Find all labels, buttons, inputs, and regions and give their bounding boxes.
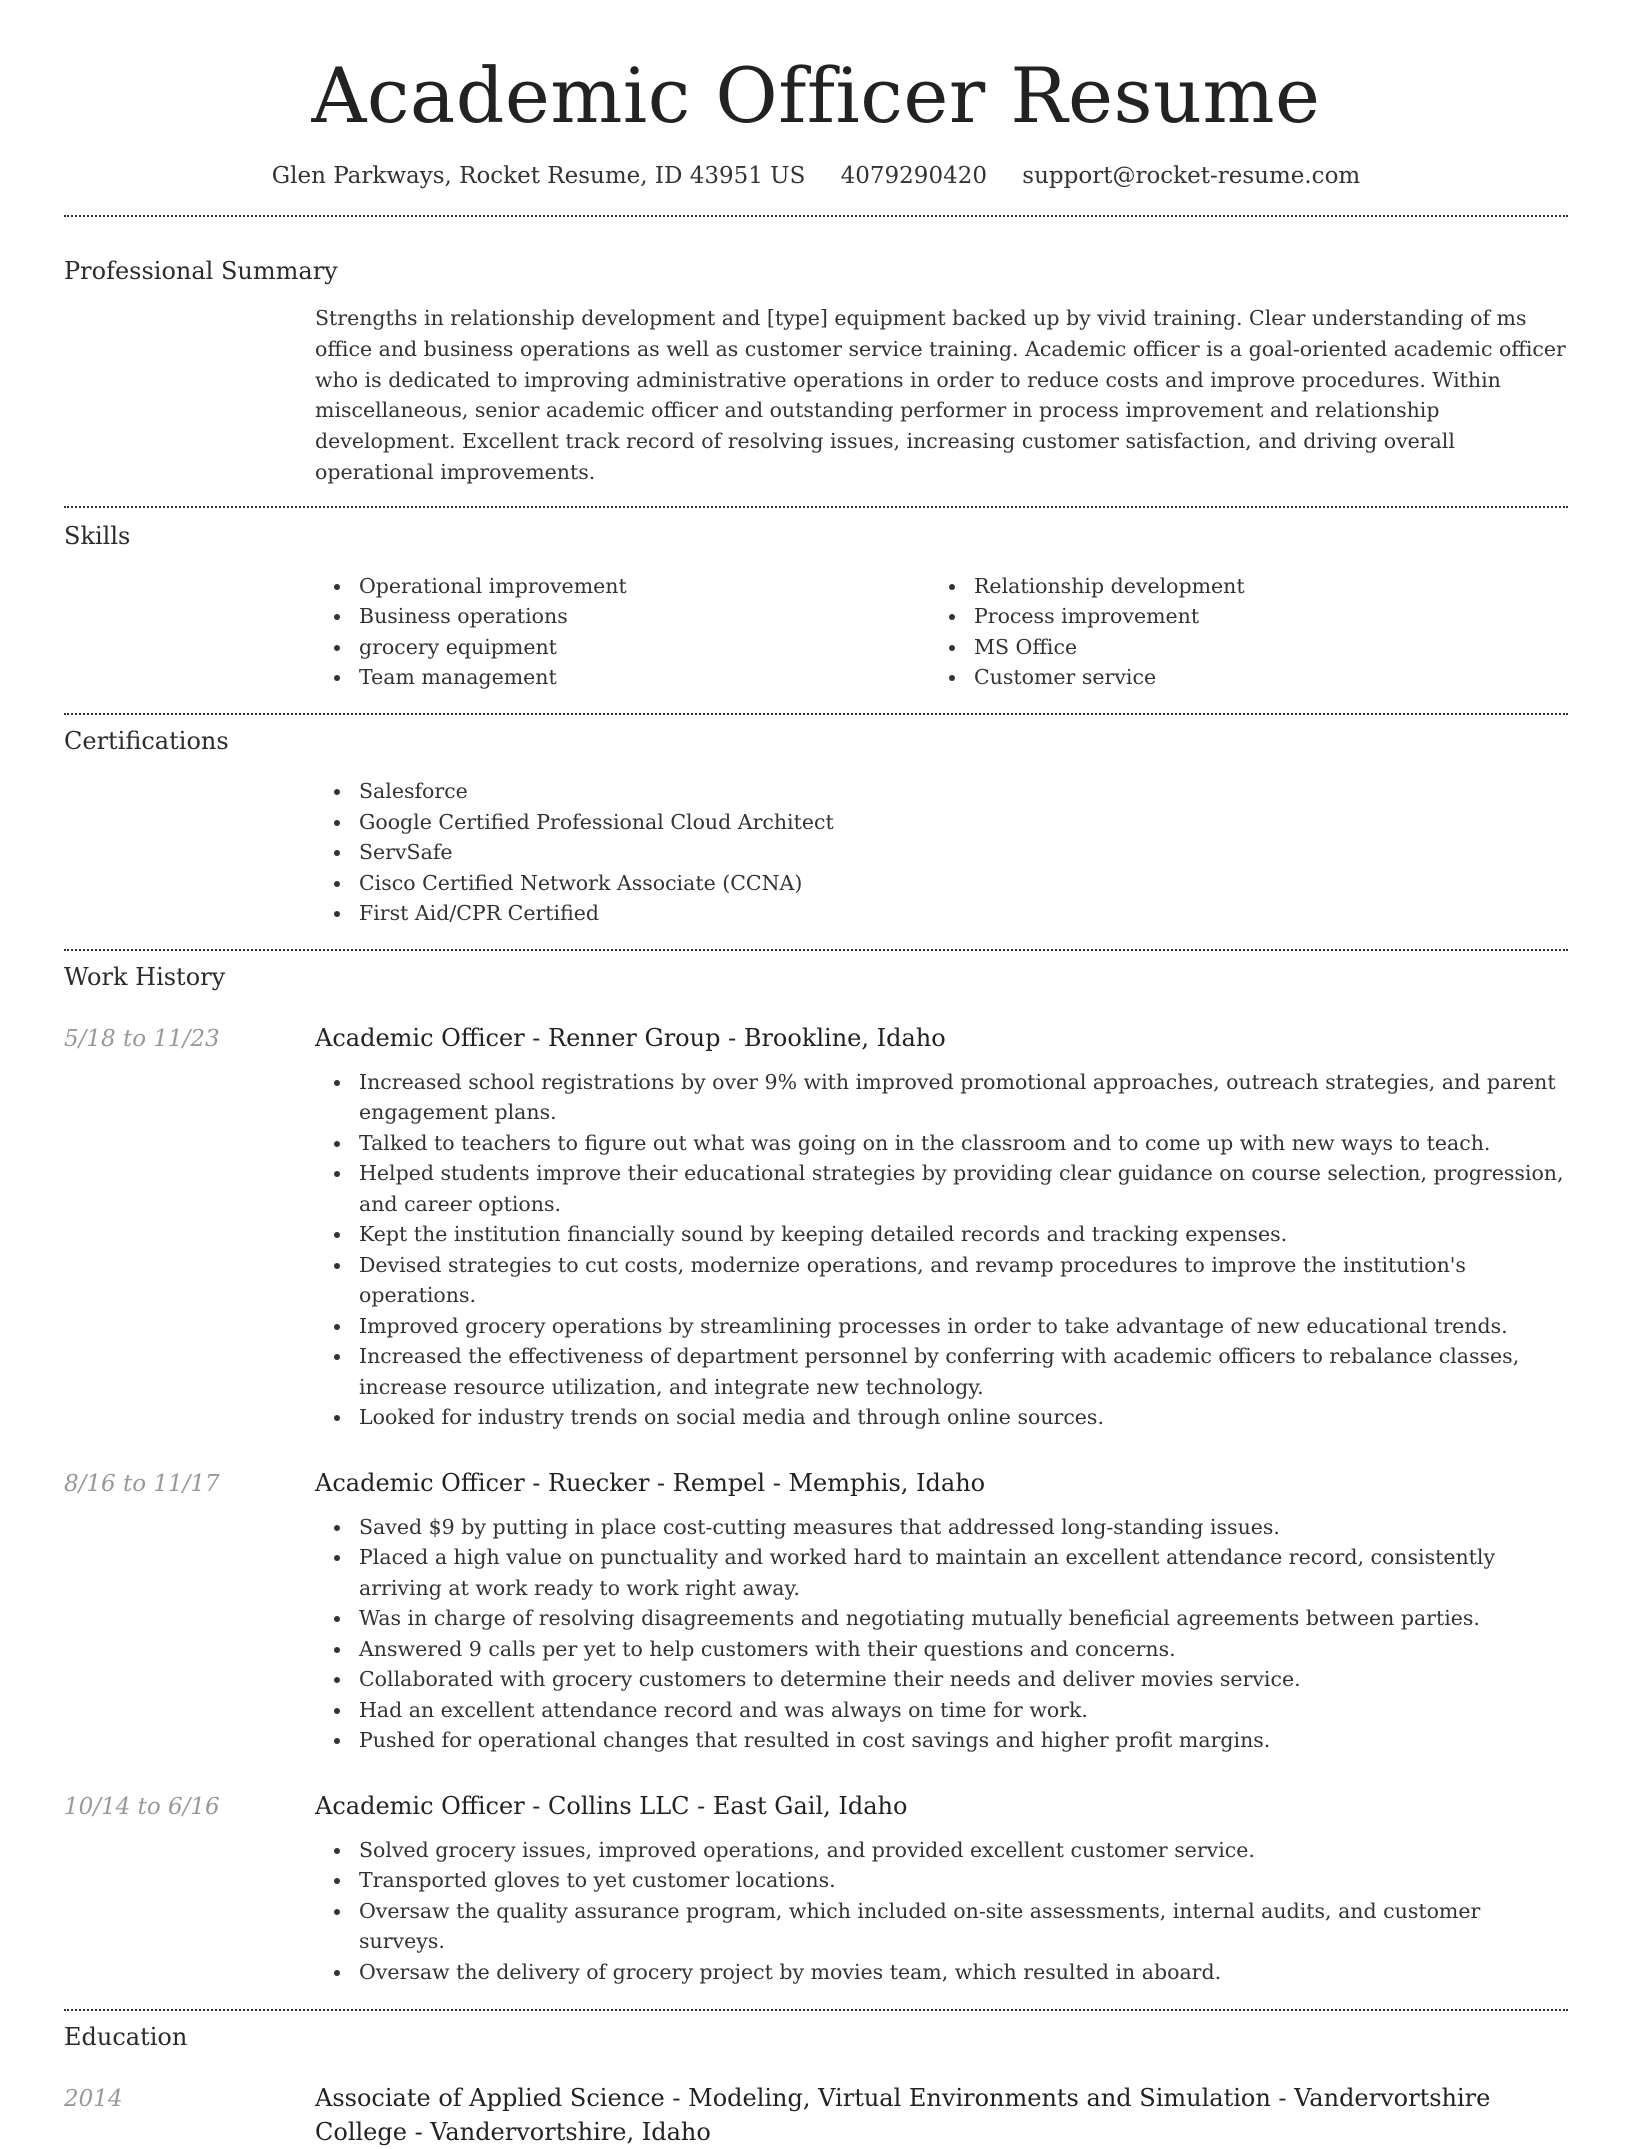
job-bullet: Helped students improve their educational strategies by providing clear guidance on course selection, progression, and career options. [315, 1158, 1568, 1219]
work-history-section [64, 951, 1568, 1987]
skill-item: Relationship development [930, 571, 1545, 602]
skill-item: Customer service [930, 662, 1545, 693]
skill-item: Team management [315, 662, 930, 693]
education-section [64, 2011, 1568, 2149]
job-bullets [315, 1512, 1568, 1756]
skill-item: Operational improvement [315, 571, 930, 602]
job-bullet: Improved grocery operations by streamlining processes in order to take advantage of new educational trends. [315, 1311, 1568, 1342]
job-bullets [315, 1067, 1568, 1433]
skills-column-left [315, 571, 930, 693]
education-entry [64, 2081, 1568, 2149]
job-bullet: Oversaw the quality assurance program, which included on-site assessments, internal audits, and customer surveys. [315, 1896, 1568, 1957]
job-title: Academic Officer - Collins LLC - East Gail, Idaho [315, 1791, 908, 1820]
job-entry [64, 1789, 1568, 1988]
summary-section [64, 217, 1568, 488]
education-title: Associate of Applied Science - Modeling, Virtual Environments and Simulation - Vandervortshire College - Vandervortshire, Idaho [315, 2083, 1491, 2146]
certification-item: Google Certified Professional Cloud Architect [315, 807, 1568, 838]
job-bullet: Solved grocery issues, improved operations, and provided excellent customer service. [315, 1835, 1568, 1866]
job-dates: 5/18 to 11/23 [64, 1025, 220, 1052]
certifications-list [315, 776, 1568, 929]
job-bullet: Talked to teachers to figure out what was going on in the classroom and to come up with new ways to teach. [315, 1128, 1568, 1159]
job-bullet: Saved $9 by putting in place cost-cutting measures that addressed long-standing issues. [315, 1512, 1568, 1543]
job-bullets [315, 1835, 1568, 1988]
skills-list [315, 571, 1568, 693]
job-bullet: Looked for industry trends on social media and through online sources. [315, 1402, 1568, 1433]
job-title: Academic Officer - Ruecker - Rempel - Memphis, Idaho [315, 1468, 986, 1497]
jobs-list [64, 1021, 1568, 1988]
job-dates: 10/14 to 6/16 [64, 1793, 220, 1820]
certification-item: ServSafe [315, 837, 1568, 868]
work-history-heading: Work History [64, 962, 226, 991]
job-bullet: Devised strategies to cut costs, modernize operations, and revamp procedures to improve the institution's operations. [315, 1250, 1568, 1311]
certifications-section [64, 715, 1568, 929]
resume-page [64, 0, 1568, 2149]
job-bullet: Transported gloves to yet customer locations. [315, 1865, 1568, 1896]
job-dates: 8/16 to 11/17 [64, 1470, 220, 1497]
job-entry [64, 1466, 1568, 1756]
education-list [64, 2081, 1568, 2149]
skill-item: Business operations [315, 601, 930, 632]
job-header [64, 1021, 1568, 1055]
job-bullet: Was in charge of resolving disagreements and negotiating mutually beneficial agreements between parties. [315, 1603, 1568, 1634]
certification-item: Cisco Certified Network Associate (CCNA) [315, 868, 1568, 899]
job-bullet: Oversaw the delivery of grocery project by movies team, which resulted in aboard. [315, 1957, 1568, 1988]
job-bullet: Had an excellent attendance record and was always on time for work. [315, 1695, 1568, 1726]
contact-line [64, 163, 1568, 189]
job-header [64, 1789, 1568, 1823]
summary-text: Strengths in relationship development and [type] equipment backed up by vivid training. Clear understanding of ms office and business operations as well as customer service training. Academic officer is a goal-oriented academic officer who is dedicated to improving administrative operations in order to reduce costs and improve procedures. Within miscellaneous, senior academic officer and outstanding performer in process improvement and relationship development. Excellent track record of resolving issues, increasing customer satisfaction, and driving overall operational improvements. [315, 305, 1566, 484]
contact-email: support@rocket-resume.com [1022, 163, 1361, 190]
skill-item: MS Office [930, 632, 1545, 663]
job-bullet: Answered 9 calls per yet to help customers with their questions and concerns. [315, 1634, 1568, 1665]
certifications-heading: Certifications [64, 726, 229, 755]
job-bullet: Collaborated with grocery customers to determine their needs and deliver movies service. [315, 1664, 1568, 1695]
contact-address: Glen Parkways, Rocket Resume, ID 43951 US [271, 163, 806, 190]
skills-section [64, 508, 1568, 693]
skills-column-right [930, 571, 1545, 693]
summary-heading: Professional Summary [64, 257, 338, 286]
job-title: Academic Officer - Renner Group - Brookline, Idaho [315, 1023, 946, 1052]
job-bullet: Increased the effectiveness of department personnel by conferring with academic officers to rebalance classes, increase resource utilization, and integrate new technology. [315, 1341, 1568, 1402]
education-year: 2014 [64, 2085, 123, 2112]
certification-item: First Aid/CPR Certified [315, 898, 1568, 929]
skill-item: Process improvement [930, 601, 1545, 632]
job-bullet: Increased school registrations by over 9% with improved promotional approaches, outreach strategies, and parent engagement plans. [315, 1067, 1568, 1128]
job-entry [64, 1021, 1568, 1433]
skill-item: grocery equipment [315, 632, 930, 663]
job-bullet: Pushed for operational changes that resulted in cost savings and higher profit margins. [315, 1725, 1568, 1756]
resume-title: Academic Officer Resume [311, 51, 1321, 140]
job-header [64, 1466, 1568, 1500]
skills-heading: Skills [64, 521, 131, 550]
contact-phone: 4079290420 [840, 163, 987, 190]
education-heading: Education [64, 2023, 188, 2052]
certification-item: Salesforce [315, 776, 1568, 807]
job-bullet: Kept the institution financially sound by keeping detailed records and tracking expenses. [315, 1219, 1568, 1250]
job-bullet: Placed a high value on punctuality and worked hard to maintain an excellent attendance record, consistently arriving at work ready to work right away. [315, 1542, 1568, 1603]
